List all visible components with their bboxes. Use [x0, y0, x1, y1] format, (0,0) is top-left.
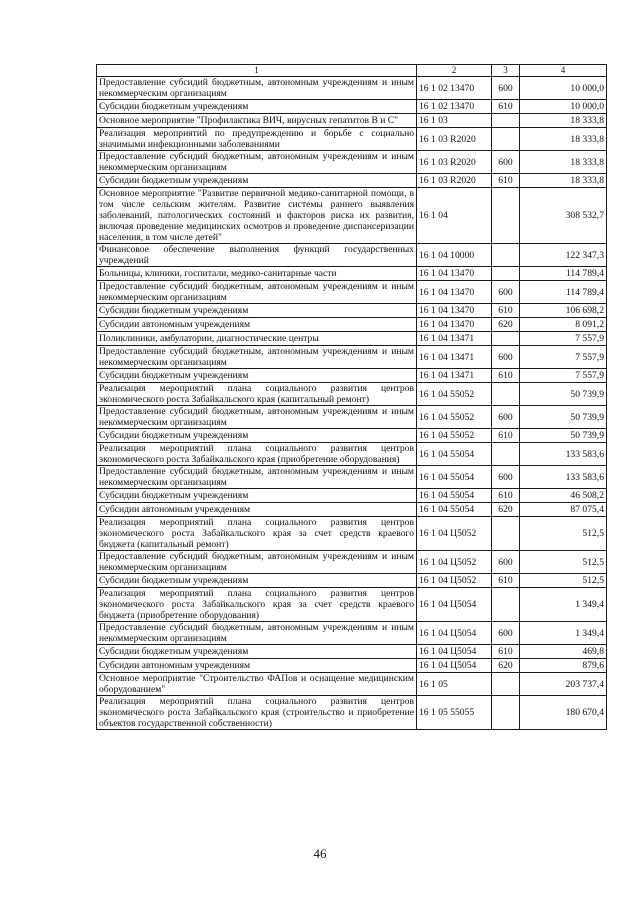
table-row — [97, 551, 607, 574]
row-code: 16 1 04 Ц5052 — [417, 574, 492, 588]
table-row — [97, 318, 607, 332]
row-description: Предоставление субсидий бюджетным, автономным учреждениям и иным некоммерческим организациям — [97, 281, 417, 304]
row-amount: 308 532,7 — [520, 188, 607, 244]
row-description: Предоставление субсидий бюджетным, автономным учреждениям и иным некоммерческим организациям — [97, 551, 417, 574]
row-description: Субсидии бюджетным учреждениям — [97, 574, 417, 588]
table-row — [97, 696, 607, 730]
row-amount: 133 583,6 — [520, 466, 607, 489]
row-description: Реализация мероприятий плана социального развития центров экономического роста Забайкальского края (строительство и приобретение объектов государственной собственности) — [97, 696, 417, 730]
row-description: Финансовое обеспечение выполнения функций государственных учреждений — [97, 244, 417, 267]
row-amount: 50 739,9 — [520, 383, 607, 406]
table-row — [97, 503, 607, 517]
row-expense-type — [492, 188, 520, 244]
table-row — [97, 673, 607, 696]
row-amount: 114 789,4 — [520, 267, 607, 281]
row-description: Основное мероприятие "Развитие первичной медико-санитарной помощи, в том числе сельским жителям. Развитие системы раннего выявления заболеваний, патологических состояний и факторов риска их развития, включая проведение медицинских осмотров и проведение диспансеризации населения, в том числе детей" — [97, 188, 417, 244]
header-cell-4: 4 — [520, 65, 607, 77]
row-description: Субсидии автономным учреждениям — [97, 503, 417, 517]
row-amount: 10 000,0 — [520, 77, 607, 100]
row-amount: 512,5 — [520, 551, 607, 574]
row-description: Реализация мероприятий плана социального развития центров экономического роста Забайкальского края за счет средств краевого бюджета (капитальный ремонт) — [97, 517, 417, 551]
row-amount: 122 347,3 — [520, 244, 607, 267]
row-amount: 180 670,4 — [520, 696, 607, 730]
row-code: 16 1 04 13470 — [417, 281, 492, 304]
row-expense-type — [492, 383, 520, 406]
row-expense-type: 610 — [492, 574, 520, 588]
row-code: 16 1 03 R2020 — [417, 151, 492, 174]
row-description: Субсидии бюджетным учреждениям — [97, 369, 417, 383]
row-amount: 879,6 — [520, 659, 607, 673]
table-row — [97, 281, 607, 304]
row-code: 16 1 03 R2020 — [417, 174, 492, 188]
table-row — [97, 659, 607, 673]
row-expense-type: 620 — [492, 659, 520, 673]
table-row — [97, 588, 607, 622]
table-row — [97, 267, 607, 281]
table-row — [97, 429, 607, 443]
row-code: 16 1 04 13470 — [417, 318, 492, 332]
header-cell-3: 3 — [492, 65, 520, 77]
row-code: 16 1 04 13471 — [417, 369, 492, 383]
row-expense-type: 600 — [492, 406, 520, 429]
table-row — [97, 645, 607, 659]
row-expense-type: 600 — [492, 346, 520, 369]
row-description: Предоставление субсидий бюджетным, автономным учреждениям и иным некоммерческим организациям — [97, 622, 417, 645]
row-amount: 7 557,9 — [520, 369, 607, 383]
table-row — [97, 128, 607, 151]
row-expense-type: 620 — [492, 503, 520, 517]
row-code: 16 1 04 Ц5052 — [417, 517, 492, 551]
row-expense-type — [492, 517, 520, 551]
row-expense-type: 610 — [492, 369, 520, 383]
row-expense-type: 610 — [492, 174, 520, 188]
row-expense-type — [492, 244, 520, 267]
table-row — [97, 406, 607, 429]
row-expense-type: 610 — [492, 645, 520, 659]
row-description: Реализация мероприятий плана социального развития центров экономического роста Забайкальского края (приобретение оборудования) — [97, 443, 417, 466]
row-description: Субсидии автономным учреждениям — [97, 318, 417, 332]
table-row — [97, 517, 607, 551]
row-description: Субсидии бюджетным учреждениям — [97, 645, 417, 659]
row-description: Субсидии автономным учреждениям — [97, 659, 417, 673]
row-amount: 18 333,8 — [520, 151, 607, 174]
row-code: 16 1 04 55054 — [417, 443, 492, 466]
table-row — [97, 443, 607, 466]
budget-table — [96, 64, 607, 730]
row-amount: 8 091,2 — [520, 318, 607, 332]
table-row — [97, 489, 607, 503]
row-amount: 512,5 — [520, 517, 607, 551]
row-amount: 18 333,8 — [520, 114, 607, 128]
row-amount: 7 557,9 — [520, 346, 607, 369]
row-expense-type — [492, 267, 520, 281]
row-code: 16 1 04 13470 — [417, 304, 492, 318]
row-code: 16 1 04 55052 — [417, 429, 492, 443]
row-expense-type — [492, 332, 520, 346]
row-expense-type: 600 — [492, 151, 520, 174]
row-amount: 114 789,4 — [520, 281, 607, 304]
row-code: 16 1 02 13470 — [417, 100, 492, 114]
row-code: 16 1 05 55055 — [417, 696, 492, 730]
row-code: 16 1 04 13470 — [417, 267, 492, 281]
row-description: Предоставление субсидий бюджетным, автономным учреждениям и иным некоммерческим организациям — [97, 466, 417, 489]
row-amount: 106 698,2 — [520, 304, 607, 318]
row-expense-type — [492, 696, 520, 730]
row-code: 16 1 04 55054 — [417, 489, 492, 503]
row-code: 16 1 04 13471 — [417, 346, 492, 369]
row-description: Реализация мероприятий по предупреждению и борьбе с социально значимыми инфекционными заболеваниями — [97, 128, 417, 151]
row-code: 16 1 04 55052 — [417, 406, 492, 429]
row-code: 16 1 04 Ц5054 — [417, 645, 492, 659]
row-code: 16 1 04 55054 — [417, 503, 492, 517]
table-row — [97, 466, 607, 489]
row-code: 16 1 04 55052 — [417, 383, 492, 406]
row-code: 16 1 04 13471 — [417, 332, 492, 346]
row-expense-type: 600 — [492, 281, 520, 304]
row-expense-type: 600 — [492, 622, 520, 645]
row-code: 16 1 03 — [417, 114, 492, 128]
table-row — [97, 188, 607, 244]
row-amount: 1 349,4 — [520, 622, 607, 645]
row-code: 16 1 04 Ц5052 — [417, 551, 492, 574]
row-amount: 18 333,8 — [520, 128, 607, 151]
table-row — [97, 369, 607, 383]
table-row — [97, 346, 607, 369]
row-description: Субсидии бюджетным учреждениям — [97, 304, 417, 318]
row-expense-type: 610 — [492, 100, 520, 114]
row-description: Предоставление субсидий бюджетным, автономным учреждениям и иным некоммерческим организациям — [97, 346, 417, 369]
row-amount: 87 075,4 — [520, 503, 607, 517]
table-row — [97, 114, 607, 128]
row-description: Субсидии бюджетным учреждениям — [97, 174, 417, 188]
row-description: Реализация мероприятий плана социального развития центров экономического роста Забайкальского края за счет средств краевого бюджета (приобретение оборудования) — [97, 588, 417, 622]
header-cell-1: 1 — [97, 65, 417, 77]
row-amount: 18 333,8 — [520, 174, 607, 188]
table-row — [97, 244, 607, 267]
table-row — [97, 77, 607, 100]
row-code: 16 1 04 Ц5054 — [417, 659, 492, 673]
table-row — [97, 383, 607, 406]
row-amount: 469,8 — [520, 645, 607, 659]
header-cell-2: 2 — [417, 65, 492, 77]
row-code: 16 1 04 — [417, 188, 492, 244]
row-description: Больницы, клиники, госпитали, медико-санитарные части — [97, 267, 417, 281]
row-amount: 7 557,9 — [520, 332, 607, 346]
table-row — [97, 332, 607, 346]
row-expense-type — [492, 588, 520, 622]
row-expense-type: 610 — [492, 304, 520, 318]
row-description: Предоставление субсидий бюджетным, автономным учреждениям и иным некоммерческим организациям — [97, 77, 417, 100]
row-amount: 50 739,9 — [520, 429, 607, 443]
row-amount: 46 508,2 — [520, 489, 607, 503]
row-description: Субсидии бюджетным учреждениям — [97, 489, 417, 503]
row-amount: 50 739,9 — [520, 406, 607, 429]
row-code: 16 1 02 13470 — [417, 77, 492, 100]
row-amount: 10 000,0 — [520, 100, 607, 114]
row-description: Предоставление субсидий бюджетным, автономным учреждениям и иным некоммерческим организациям — [97, 406, 417, 429]
table-row — [97, 304, 607, 318]
row-description: Предоставление субсидий бюджетным, автономным учреждениям и иным некоммерческим организациям — [97, 151, 417, 174]
row-description: Основное мероприятие "Строительство ФАПов и оснащение медицинским оборудованием" — [97, 673, 417, 696]
row-amount: 512,5 — [520, 574, 607, 588]
row-code: 16 1 03 R2020 — [417, 128, 492, 151]
row-expense-type: 600 — [492, 466, 520, 489]
row-code: 16 1 04 Ц5054 — [417, 622, 492, 645]
table-row — [97, 174, 607, 188]
table-row — [97, 574, 607, 588]
row-expense-type: 610 — [492, 429, 520, 443]
table-row — [97, 100, 607, 114]
row-code: 16 1 04 Ц5054 — [417, 588, 492, 622]
table-row — [97, 622, 607, 645]
row-expense-type: 600 — [492, 77, 520, 100]
row-amount: 133 583,6 — [520, 443, 607, 466]
row-expense-type — [492, 673, 520, 696]
row-expense-type — [492, 443, 520, 466]
row-description: Основное мероприятие "Профилактика ВИЧ, вирусных гепатитов В и С" — [97, 114, 417, 128]
row-expense-type — [492, 114, 520, 128]
page-number: 46 — [313, 846, 327, 861]
row-code: 16 1 04 55054 — [417, 466, 492, 489]
row-amount: 1 349,4 — [520, 588, 607, 622]
row-description: Реализация мероприятий плана социального развития центров экономического роста Забайкальского края (капитальный ремонт) — [97, 383, 417, 406]
row-expense-type: 620 — [492, 318, 520, 332]
row-code: 16 1 05 — [417, 673, 492, 696]
table-header-row — [97, 65, 607, 77]
row-expense-type: 600 — [492, 551, 520, 574]
row-description: Поликлиники, амбулатории, диагностические центры — [97, 332, 417, 346]
row-expense-type — [492, 128, 520, 151]
table-row — [97, 151, 607, 174]
row-expense-type: 610 — [492, 489, 520, 503]
row-amount: 203 737,4 — [520, 673, 607, 696]
row-code: 16 1 04 10000 — [417, 244, 492, 267]
row-description: Субсидии бюджетным учреждениям — [97, 429, 417, 443]
row-description: Субсидии бюджетным учреждениям — [97, 100, 417, 114]
